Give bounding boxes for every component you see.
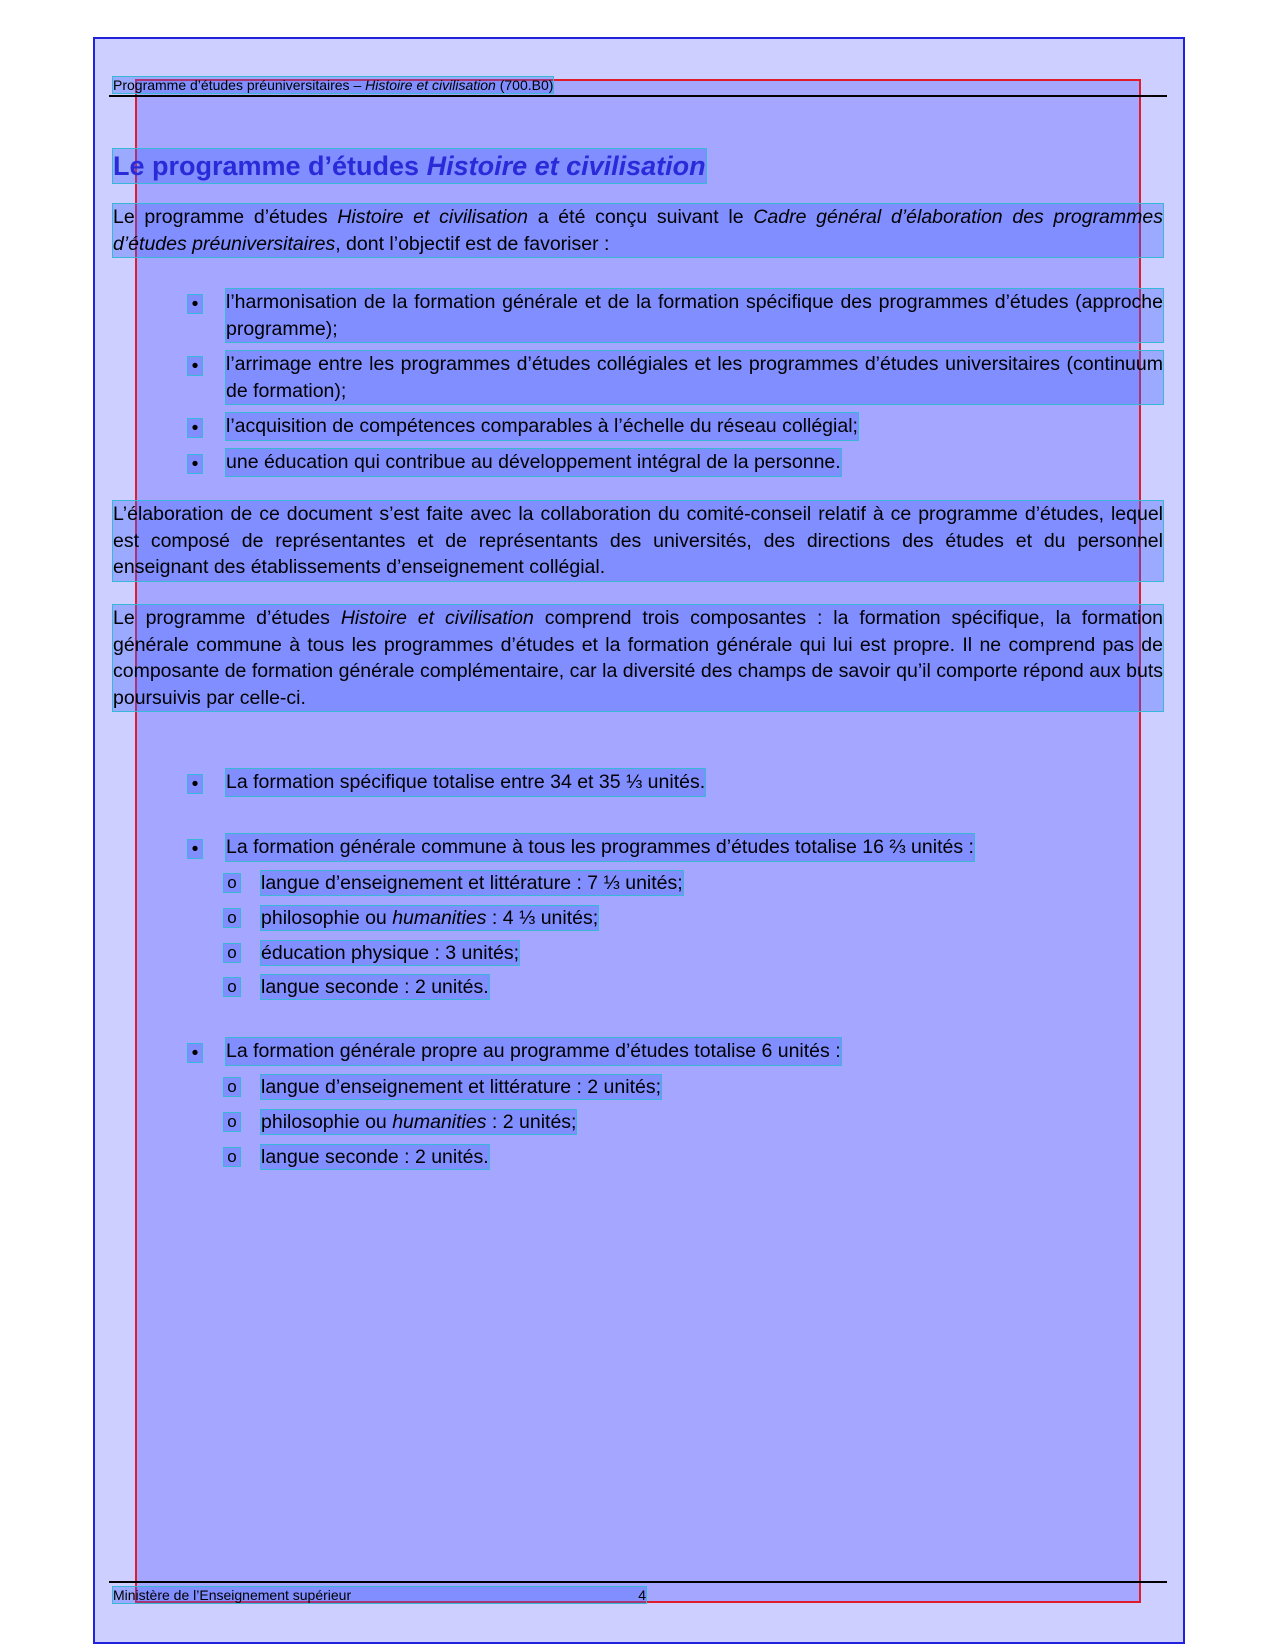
components-paragraph bbox=[113, 605, 1163, 711]
sub-bullet-icon: o bbox=[224, 944, 240, 962]
common-training-item: langue seconde : 2 unités. bbox=[261, 976, 489, 998]
common-training-item: langue d’enseignement et littérature : 7 ⅓ unités; bbox=[261, 872, 683, 894]
sub-bullet-icon: o bbox=[224, 874, 240, 892]
objective-item: l’harmonisation de la formation générale et de la formation spécifique des programmes d’études (approche programme); bbox=[226, 289, 1163, 342]
sub-bullet-icon: o bbox=[224, 1148, 240, 1166]
own-training-item: langue d’enseignement et littérature : 2 unités; bbox=[261, 1076, 662, 1098]
intro-text-3: , dont l’objectif est de favoriser : bbox=[335, 232, 610, 255]
header-rule bbox=[109, 95, 1167, 97]
sub-bullet-icon: o bbox=[224, 1078, 240, 1096]
page-title bbox=[113, 149, 706, 183]
own-training-label: La formation générale propre au programme d’études totalise 6 unités : bbox=[226, 1038, 841, 1065]
collaboration-paragraph: L’élaboration de ce document s’est faite avec la collaboration du comité-conseil relatif à ce programme d’études, lequel est composé de représentantes et de représentants des universités, des directions des études et du personnel enseignant des établissements d’enseignement collégial. bbox=[113, 501, 1163, 581]
components-italic-1: Histoire et civilisation bbox=[340, 607, 534, 629]
running-header bbox=[113, 77, 553, 93]
objective-item: l’arrimage entre les programmes d’études collégiales et les programmes d’études universitaires (continuum de formation); bbox=[226, 351, 1163, 404]
intro-paragraph bbox=[113, 204, 1163, 257]
own-training-item: philosophie ou humanities : 2 unités; bbox=[261, 1111, 577, 1133]
own-training-item: langue seconde : 2 unités. bbox=[261, 1146, 489, 1168]
sub-bullet-icon: o bbox=[224, 1113, 240, 1131]
common-training-item: philosophie ou humanities : 4 ⅓ unités; bbox=[261, 907, 599, 929]
title-prefix: Le programme d’études bbox=[113, 151, 427, 181]
common-training-item: éducation physique : 3 unités; bbox=[261, 942, 520, 964]
sub-bullet-icon: o bbox=[224, 909, 240, 927]
bullet-icon: • bbox=[188, 295, 202, 313]
page-number: 4 bbox=[638, 1587, 646, 1603]
objective-item: l’acquisition de compétences comparables à l’échelle du réseau collégial; bbox=[226, 413, 858, 440]
components-text-2: comprend trois composantes : la formation spécifique, la formation générale commune à tous les programmes d’études et la formation générale qui lui est propre. Il ne comprend pas de composante de formation générale complémentaire, car la diversité des champs de savoir qu’il comporte répond aux buts poursuivis par celle-ci. bbox=[113, 607, 1164, 709]
bullet-icon: • bbox=[188, 455, 202, 473]
bullet-icon: • bbox=[188, 357, 202, 375]
components-text-1: Le programme d’études bbox=[113, 607, 341, 629]
intro-italic-1: Histoire et civilisation bbox=[337, 206, 528, 228]
footer-text: Ministère de l’Enseignement supérieur bbox=[113, 1587, 352, 1603]
bullet-icon: • bbox=[188, 775, 202, 793]
common-training-label: La formation générale commune à tous les programmes d’études totalise 16 ⅔ unités : bbox=[226, 834, 974, 861]
specific-training: La formation spécifique totalise entre 34 et 35 ⅓ unités. bbox=[226, 769, 705, 796]
header-title-italic: Histoire et civilisation bbox=[365, 77, 496, 93]
footer-rule bbox=[109, 1581, 1167, 1583]
sub-bullet-icon: o bbox=[224, 978, 240, 996]
intro-italic-2: Cadre général d’élaboration des programmes d’études préuniversitaires bbox=[113, 206, 1163, 255]
intro-text-1: Le programme d’études bbox=[113, 206, 338, 228]
running-footer bbox=[113, 1587, 646, 1603]
title-italic: Histoire et civilisation bbox=[426, 151, 706, 181]
bullet-icon: • bbox=[188, 1044, 202, 1062]
header-suffix: (700.B0) bbox=[495, 77, 554, 93]
objective-item: une éducation qui contribue au développement intégral de la personne. bbox=[226, 449, 841, 476]
bullet-icon: • bbox=[188, 419, 202, 437]
intro-text-2: a été conçu suivant le bbox=[528, 206, 754, 228]
bullet-icon: • bbox=[188, 840, 202, 858]
header-prefix: Programme d’études préuniversitaires – bbox=[113, 77, 366, 93]
